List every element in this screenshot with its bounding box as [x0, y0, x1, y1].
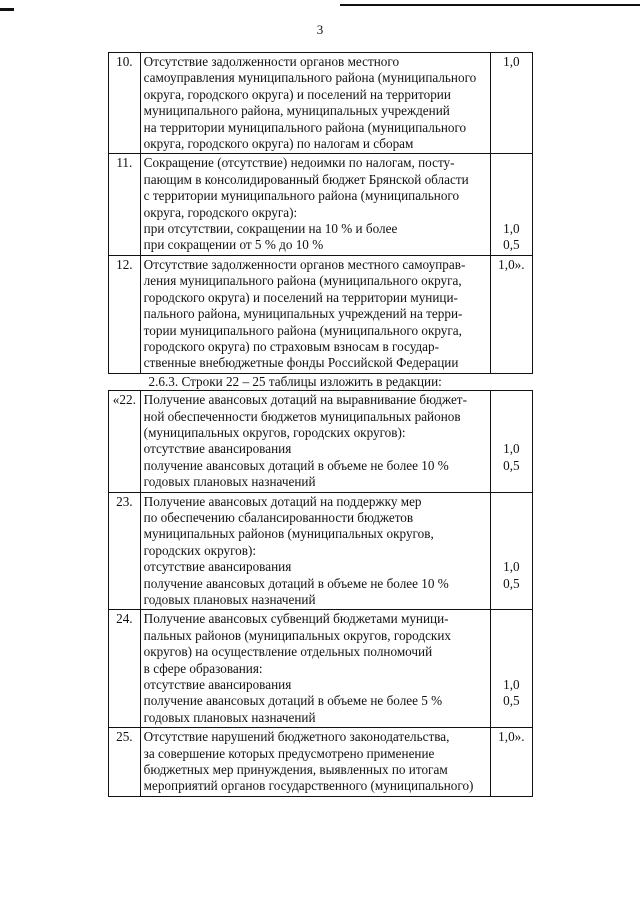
criterion-line: Получение авансовых дотаций на поддержку мер	[143, 493, 422, 509]
criterion-line: отсутствие авансирования	[143, 677, 292, 693]
row-score	[490, 610, 532, 728]
row-number: «22.	[109, 391, 141, 492]
criteria-table	[108, 52, 533, 797]
row-criterion	[140, 391, 490, 492]
score-spacer	[494, 409, 529, 425]
score-spacer	[494, 661, 529, 677]
table-row	[109, 610, 533, 728]
row-score	[490, 255, 532, 373]
score-spacer	[494, 172, 529, 188]
criterion-line: пального района, муниципальных учреждений на терри-	[143, 306, 463, 322]
score-spacer	[494, 526, 529, 542]
criterion-line: округа, городского округа) и поселений на территории	[143, 86, 451, 102]
criterion-line: (муниципальных округов, городских округов):	[143, 424, 406, 440]
criterion-line: Сокращение (отсутствие) недоимки по налогам, посту-	[143, 155, 455, 171]
score-spacer	[494, 155, 529, 171]
score-value: 1,0	[503, 221, 520, 236]
score-spacer	[494, 494, 529, 510]
criterion-line: тории муниципального района (муниципального округа,	[143, 322, 462, 338]
criterion-line: округов) на осуществление отдельных полномочий	[143, 644, 433, 660]
score-value: 0,5	[503, 237, 520, 253]
criterion-line: ления муниципального района (муниципального округа,	[143, 273, 462, 289]
criterion-line: в сфере образования:	[143, 660, 263, 676]
score-value: 1,0	[503, 676, 520, 692]
score-value: 0,5	[503, 575, 520, 591]
criterion-line: с территории муниципального района (муниципального	[143, 188, 460, 204]
score-spacer	[494, 392, 529, 408]
criterion-line: бюджетных мер принуждения, выявленных по итогам	[143, 762, 448, 778]
score-value: 0,5	[503, 457, 520, 473]
page-number: 3	[316, 22, 324, 37]
score-value: 1,0	[503, 441, 520, 457]
scan-mark-left	[0, 8, 14, 11]
row-score	[490, 154, 532, 255]
score-value: 1,0».	[498, 729, 525, 745]
row-score	[490, 53, 532, 154]
criterion-line: ной обеспеченности бюджетов муниципальных районов	[143, 408, 461, 424]
criterion-line: при отсутствии, сокращении на 10 % и более	[143, 221, 398, 237]
scan-line-top	[340, 4, 640, 6]
criterion-line: годовых плановых назначений	[143, 709, 316, 725]
table-row	[109, 492, 533, 610]
score-value: 0,5	[503, 693, 520, 709]
score-spacer	[494, 644, 529, 660]
row-score	[490, 492, 532, 610]
score-spacer	[494, 205, 529, 221]
score-value: 1,0	[503, 559, 520, 575]
row-number: 11.	[109, 154, 141, 255]
criterion-line: Отсутствие задолженности органов местного	[143, 54, 400, 69]
criterion-line: ственные внебюджетные фонды Российской Федерации	[143, 355, 459, 371]
criterion-line: пальных районов (муниципальных округов, городских	[143, 627, 451, 643]
criterion-line: Получение авансовых дотаций на выравнивание бюджет-	[143, 392, 467, 408]
score-value: 1,0	[503, 54, 520, 69]
score-spacer	[494, 628, 529, 644]
criterion-line: Получение авансовых субвенций бюджетами муници-	[143, 611, 449, 627]
table-row	[109, 728, 533, 797]
criterion-line: муниципального района, муниципальных учреждений	[143, 103, 450, 119]
criterion-line: Отсутствие задолженности органов местного самоуправ-	[143, 256, 466, 272]
criterion-line: городских округов):	[143, 542, 257, 558]
table-row	[109, 53, 533, 154]
row-number: 24.	[109, 610, 141, 728]
table-row	[109, 391, 533, 492]
criterion-line: городского округа) и поселений на территории муници-	[143, 289, 458, 305]
criterion-line: за совершение которых предусмотрено применение	[143, 745, 435, 761]
criterion-line: получение авансовых дотаций в объеме не более 10 %	[143, 457, 449, 473]
row-score	[490, 728, 532, 797]
criterion-line: самоуправления муниципального района (муниципального	[143, 70, 477, 86]
criterion-line: на территории муниципального района (муниципального	[143, 119, 467, 135]
row-criterion	[140, 154, 490, 255]
criterion-line: получение авансовых дотаций в объеме не более 10 %	[143, 575, 449, 591]
criterion-line: мероприятий органов государственного (муниципального)	[143, 778, 474, 794]
criterion-line: пающим в консолидированный бюджет Брянской области	[143, 171, 469, 187]
table-row	[109, 255, 533, 373]
criterion-line: получение авансовых дотаций в объеме не более 5 %	[143, 693, 443, 709]
score-spacer	[494, 510, 529, 526]
row-score	[490, 391, 532, 492]
row-criterion	[140, 53, 490, 154]
criterion-line: муниципальных районов (муниципальных округов,	[143, 526, 434, 542]
row-criterion	[140, 255, 490, 373]
section-heading-row	[109, 373, 533, 390]
criterion-line: годовых плановых назначений	[143, 592, 316, 607]
criterion-line: округа, городского округа):	[143, 204, 298, 220]
score-spacer	[494, 611, 529, 627]
criterion-line: годовых плановых назначений	[143, 474, 316, 490]
row-criterion	[140, 492, 490, 610]
score-spacer	[494, 188, 529, 204]
row-criterion	[140, 728, 490, 797]
row-criterion	[140, 610, 490, 728]
criterion-line: при сокращении от 5 % до 10 %	[143, 237, 324, 253]
score-value: 1,0».	[498, 256, 525, 272]
criterion-line: отсутствие авансирования	[143, 559, 292, 575]
row-number: 12.	[109, 255, 141, 373]
row-number: 23.	[109, 492, 141, 610]
criterion-line: Отсутствие нарушений бюджетного законодательства,	[143, 729, 450, 745]
row-number: 10.	[109, 53, 141, 154]
criterion-line: отсутствие авансирования	[143, 441, 292, 457]
section-heading: 2.6.3. Строки 22 – 25 таблицы изложить в редакции:	[148, 373, 442, 389]
row-number: 25.	[109, 728, 141, 797]
criterion-line: городского округа) по страховым взносам в государ-	[143, 338, 440, 354]
score-spacer	[494, 543, 529, 559]
table-row	[109, 154, 533, 255]
score-spacer	[494, 425, 529, 441]
criterion-line: по обеспечению сбалансированности бюджетов	[143, 509, 414, 525]
criterion-line: округа, городского округа) по налогам и сборам	[143, 136, 414, 152]
